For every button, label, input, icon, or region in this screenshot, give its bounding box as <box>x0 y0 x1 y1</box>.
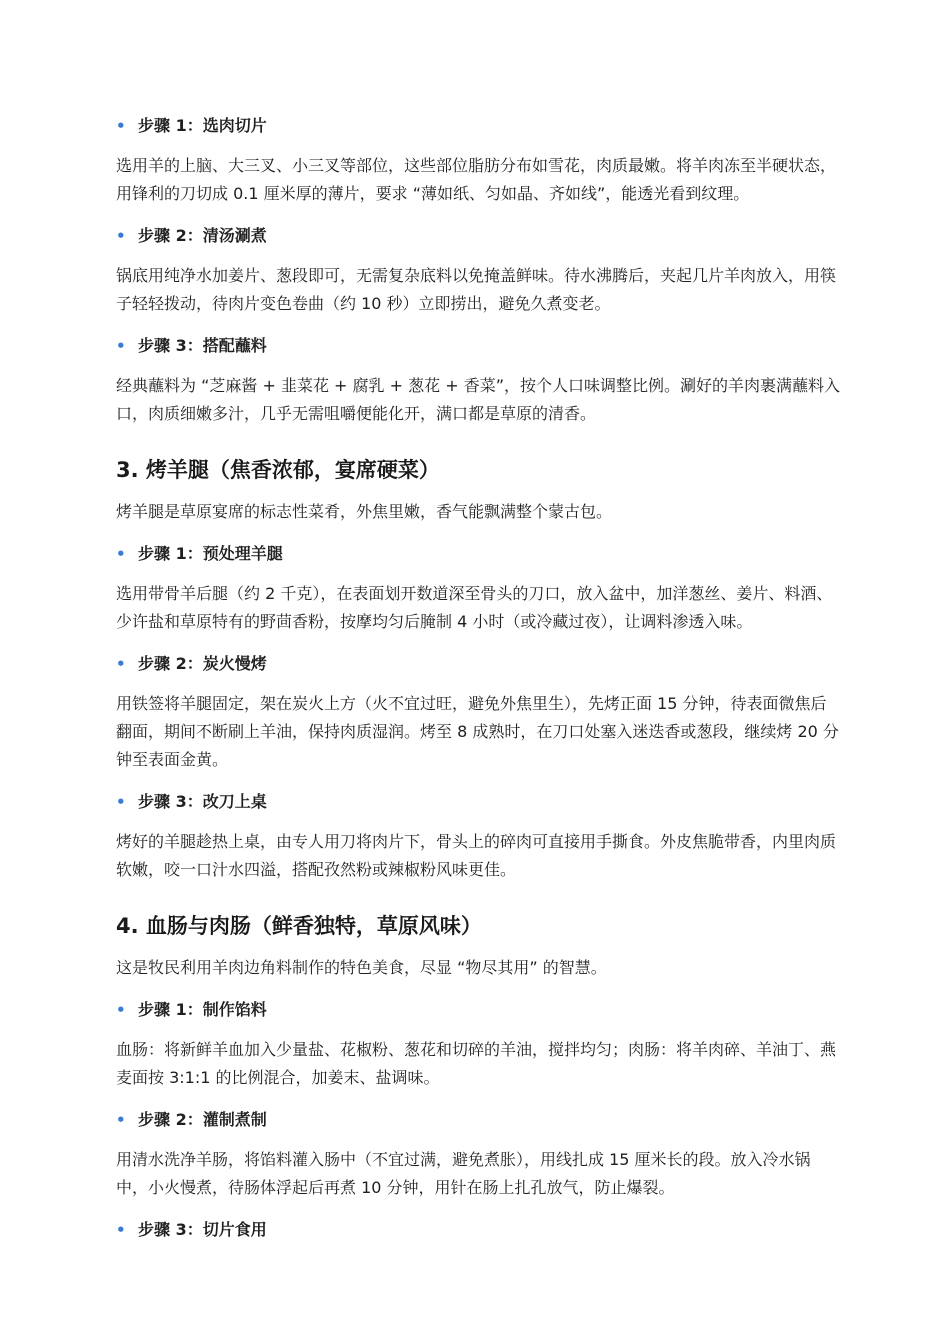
step-title: 步骤 3：切片食用 <box>138 1220 267 1239</box>
section-heading: 3. 烤羊腿（焦香浓郁，宴席硬菜） <box>116 458 440 482</box>
section-heading: 4. 血肠与肉肠（鲜香独特，草原风味） <box>116 914 482 938</box>
step-heading <box>116 1106 840 1134</box>
step-title: 步骤 1：制作馅料 <box>138 1000 267 1019</box>
step-heading <box>116 1216 840 1244</box>
bullet-icon: • <box>116 545 126 563</box>
paragraph: 经典蘸料为 “芝麻酱 + 韭菜花 + 腐乳 + 葱花 + 香菜”，按个人口味调整比例。涮好的羊肉裹满蘸料入口，肉质细嫩多汁，几乎无需咀嚼便能化开，满口都是草原的清香。 <box>116 376 840 423</box>
paragraph: 选用带骨羊后腿（约 2 千克），在表面划开数道深至骨头的刀口，放入盆中，加洋葱丝、姜片、料酒、少许盐和草原特有的野茴香粉，按摩均匀后腌制 4 小时（或冷藏过夜），让调料渗透入味。 <box>116 584 833 631</box>
step-title: 步骤 3：搭配蘸料 <box>138 336 267 355</box>
paragraph: 烤羊腿是草原宴席的标志性菜肴，外焦里嫩，香气能飘满整个蒙古包。 <box>116 502 613 521</box>
step-title: 步骤 2：炭火慢烤 <box>138 654 267 673</box>
step-heading <box>116 222 840 250</box>
step-title: 步骤 2：灌制煮制 <box>138 1110 267 1129</box>
bullet-icon: • <box>116 793 126 811</box>
bullet-icon: • <box>116 1221 126 1239</box>
step-heading <box>116 788 840 816</box>
step-heading <box>116 112 840 140</box>
step-title: 步骤 2：清汤涮煮 <box>138 226 267 245</box>
bullet-icon: • <box>116 655 126 673</box>
bullet-icon: • <box>116 227 126 245</box>
paragraph: 选用羊的上脑、大三叉、小三叉等部位，这些部位脂肪分布如雪花，肉质最嫩。将羊肉冻至半硬状态，用锋利的刀切成 0.1 厘米厚的薄片，要求 “薄如纸、匀如晶、齐如线”，能透光看到纹理。 <box>116 156 837 203</box>
bullet-icon: • <box>116 1001 126 1019</box>
step-heading <box>116 332 840 360</box>
bullet-icon: • <box>116 117 126 135</box>
step-heading <box>116 650 840 678</box>
step-heading <box>116 540 840 568</box>
paragraph: 这是牧民利用羊肉边角料制作的特色美食，尽显 “物尽其用” 的智慧。 <box>116 958 607 977</box>
bullet-icon: • <box>116 337 126 355</box>
paragraph: 用清水洗净羊肠，将馅料灌入肠中（不宜过满，避免煮胀），用线扎成 15 厘米长的段。放入冷水锅中，小火慢煮，待肠体浮起后再煮 10 分钟，用针在肠上扎孔放气，防止爆裂。 <box>116 1150 811 1197</box>
step-title: 步骤 3：改刀上桌 <box>138 792 267 811</box>
paragraph: 烤好的羊腿趁热上桌，由专人用刀将肉片下，骨头上的碎肉可直接用手撕食。外皮焦脆带香，内里肉质软嫩，咬一口汁水四溢，搭配孜然粉或辣椒粉风味更佳。 <box>116 832 837 879</box>
paragraph: 用铁签将羊腿固定，架在炭火上方（火不宜过旺，避免外焦里生），先烤正面 15 分钟，待表面微焦后翻面，期间不断刷上羊油，保持肉质湿润。烤至 8 成熟时，在刀口处塞入迷迭香或葱段，继续烤 20 分钟至表面金黄。 <box>116 694 839 769</box>
step-title: 步骤 1：预处理羊腿 <box>138 544 283 563</box>
bullet-icon: • <box>116 1111 126 1129</box>
paragraph: 锅底用纯净水加姜片、葱段即可，无需复杂底料以免掩盖鲜味。待水沸腾后，夹起几片羊肉放入，用筷子轻轻拨动，待肉片变色卷曲（约 10 秒）立即捞出，避免久煮变老。 <box>116 266 837 313</box>
step-heading <box>116 996 840 1024</box>
paragraph: 血肠：将新鲜羊血加入少量盐、花椒粉、葱花和切碎的羊油，搅拌均匀；肉肠：将羊肉碎、羊油丁、燕麦面按 3:1:1 的比例混合，加姜末、盐调味。 <box>116 1040 837 1087</box>
step-title: 步骤 1：选肉切片 <box>138 116 267 135</box>
